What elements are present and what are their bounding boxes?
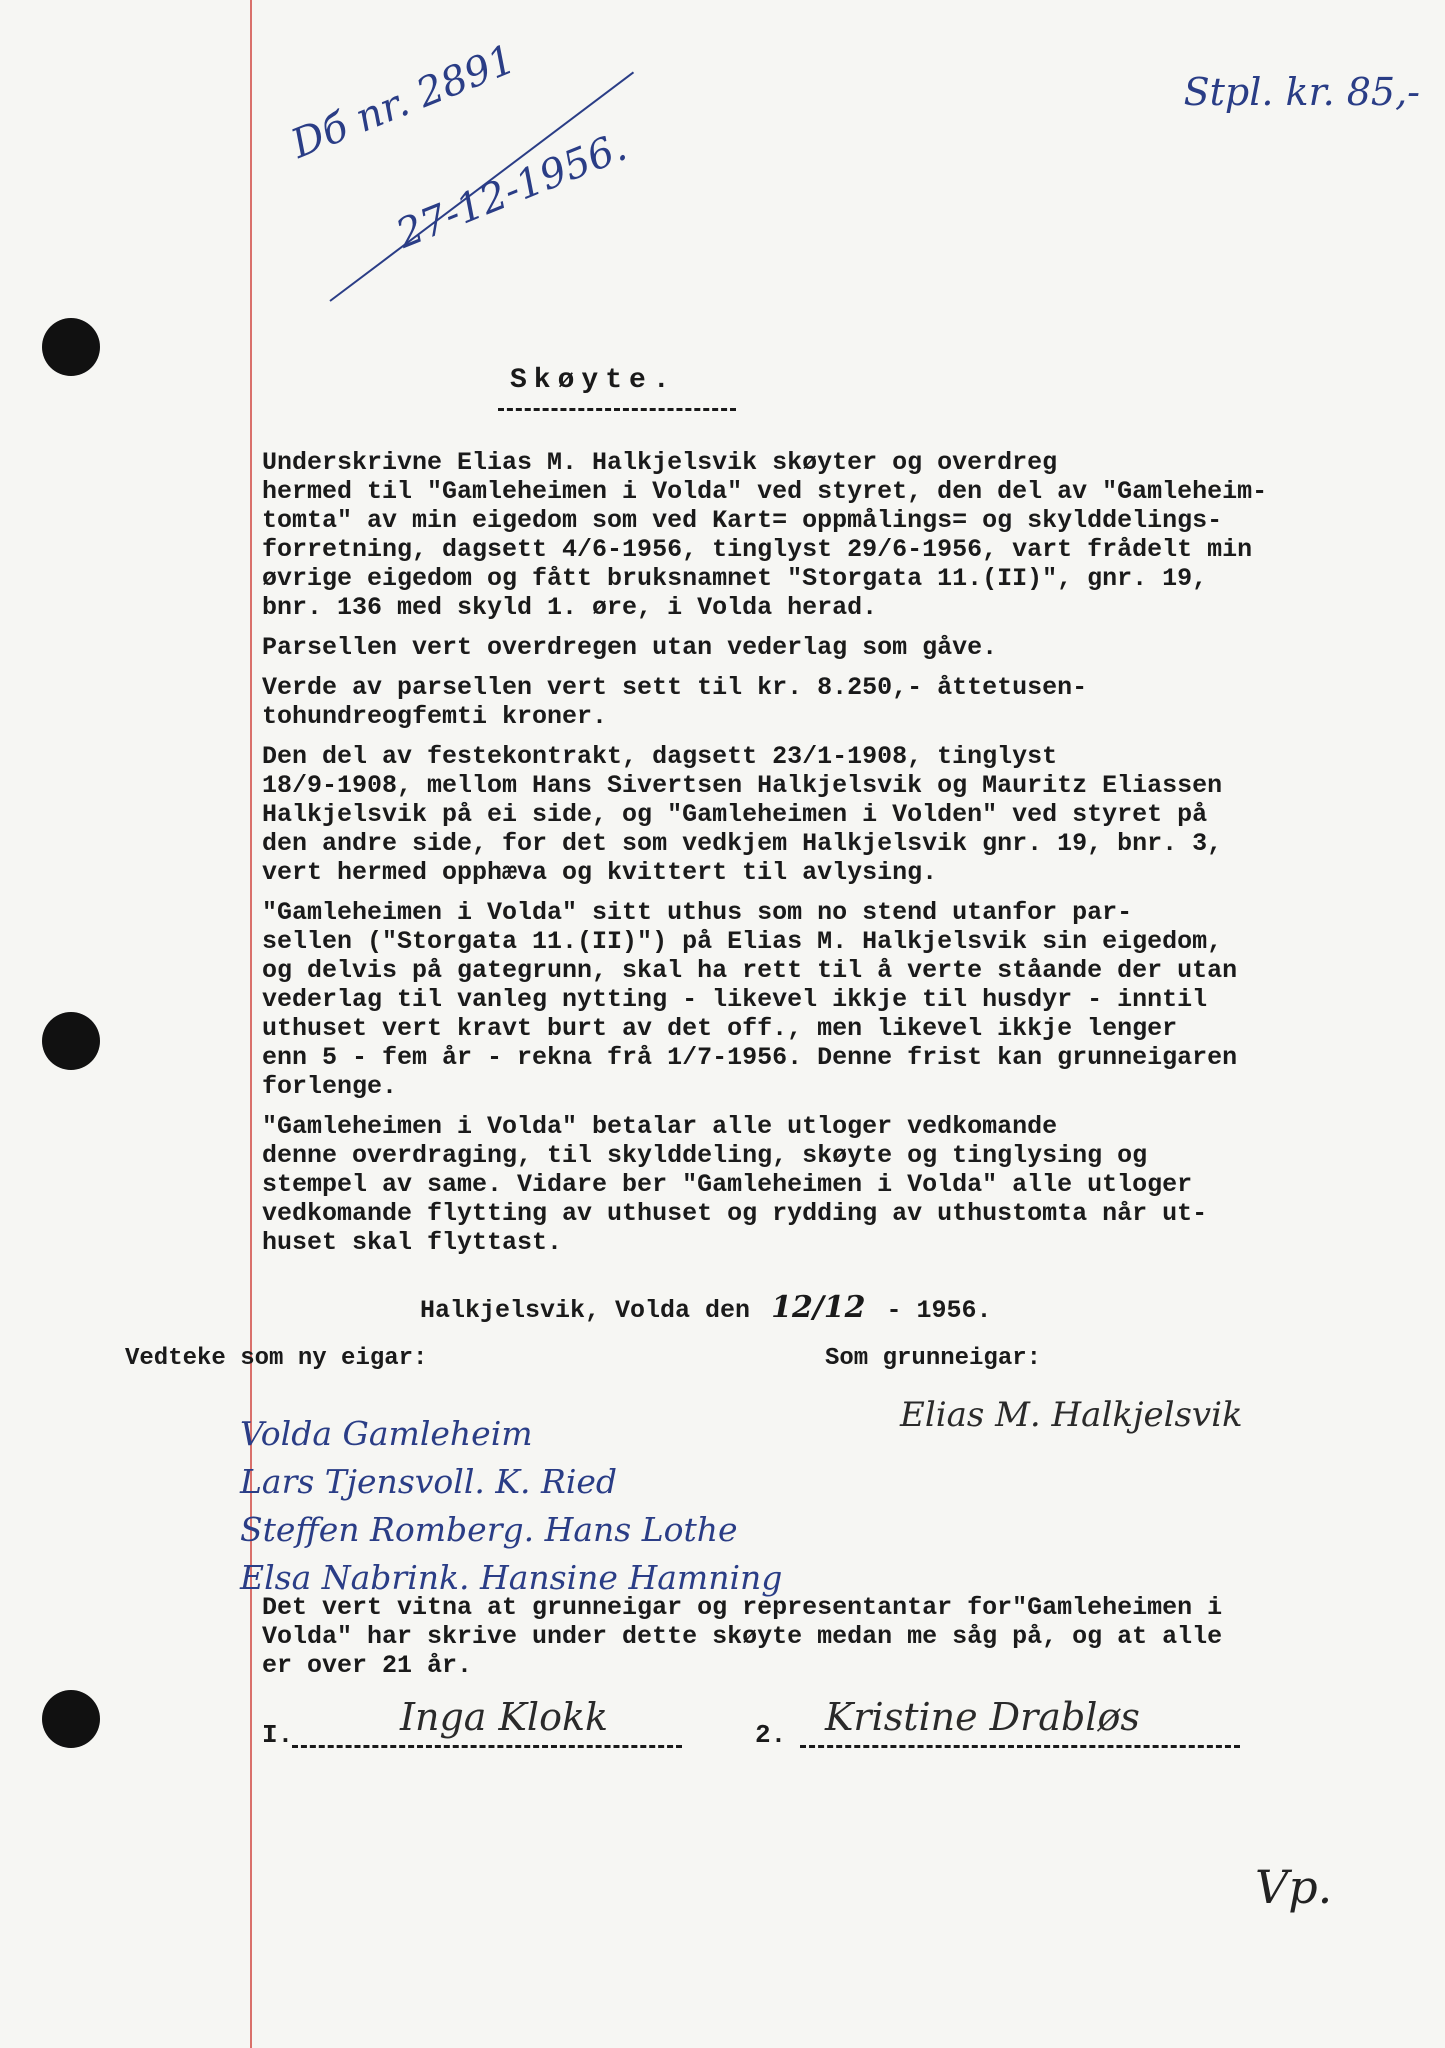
- paragraph-2: Parsellen vert overdregen utan vederlag som gåve.: [262, 633, 998, 662]
- witness-2-number: 2.: [755, 1720, 787, 1750]
- punch-hole-bottom: [42, 1690, 100, 1748]
- red-margin-line: [250, 0, 252, 2048]
- witness-1-number: I.: [262, 1720, 294, 1750]
- stamp-fee-note: Stpl. kr. 85,-: [1183, 70, 1420, 114]
- landowner-label: Som grunneigar:: [825, 1345, 1042, 1372]
- punch-hole-top: [42, 318, 100, 376]
- paragraph-6: "Gamleheimen i Volda" betalar alle utloger vedkomande denne overdraging, til skylddeling, skøyte og tinglysing og stempel av same. Vidare ber "Gamleheimen i Volda" alle utloger vedkomande flytting av uthuset og rydding av uthustomta når ut- huset skal flyttast.: [262, 1112, 1208, 1257]
- paragraph-1: Underskrivne Elias M. Halkjelsvik skøyter og overdreg hermed til "Gamleheimen i Volda" ved styret, den del av "Gamleheim- tomta" av min eigedom som ved Kart= oppmålings= og skylddelings- forretning, dagsett 4/6-1956, tinglyst 29/6-1956, vart frådelt min øvrige eigedom og fått bruksnamnet "Storgata 11.(II)", gnr. 19, bnr. 136 med skyld 1. øre, i Volda herad.: [262, 448, 1268, 622]
- witness-1-signature: Inga Klokk: [400, 1695, 609, 1739]
- witness-1-line: [292, 1745, 682, 1748]
- witness-statement: Det vert vitna at grunneigar og representantar for"Gamleheimen i Volda" har skrive under dette skøyte medan me såg på, og at alle er over 21 år.: [262, 1593, 1223, 1680]
- seller-signature: Elias M. Halkjelsvik: [900, 1395, 1243, 1435]
- punch-hole-middle: [42, 1012, 100, 1070]
- registration-number-note: Dб nr. 2891: [285, 36, 522, 168]
- clerk-initials: Vp.: [1255, 1860, 1333, 1914]
- title-underline: [498, 408, 736, 411]
- document-title: Skøyte.: [510, 365, 677, 396]
- handwritten-date: 12/12: [771, 1290, 866, 1325]
- year-text: - 1956.: [886, 1296, 992, 1325]
- board-signatures: Volda Gamleheim Lars Tjensvoll. K. Ried Steffen Romberg. Hans Lothe Elsa Nabrink. Hansine Hamning: [240, 1414, 783, 1597]
- paragraph-4: Den del av festekontrakt, dagsett 23/1-1908, tinglyst 18/9-1908, mellom Hans Sivertsen Halkjelsvik og Mauritz Eliassen Halkjelsvik på ei side, og "Gamleheimen i Volden" ved styret på den andre side, for det som vedkjem Halkjelsvik gnr. 19, bnr. 3, vert hermed opphæva og kvittert til avlysing.: [262, 742, 1223, 887]
- place-date-line: [420, 1290, 992, 1325]
- witness-2-line: [800, 1745, 1240, 1748]
- place-text: Halkjelsvik, Volda den: [420, 1296, 751, 1325]
- new-owner-label: Vedteke som ny eigar:: [125, 1345, 428, 1372]
- registration-date-note: 27-12-1956.: [390, 123, 633, 258]
- witness-2-signature: Kristine Drabløs: [825, 1695, 1140, 1739]
- document-body: [262, 448, 1372, 1268]
- paragraph-3: Verde av parsellen vert sett til kr. 8.250,- åttetusen- tohundreogfemti kroner.: [262, 673, 1088, 731]
- paragraph-5: "Gamleheimen i Volda" sitt uthus som no stend utanfor par- sellen ("Storgata 11.(II)") på Elias M. Halkjelsvik sin eigedom, og delvis på gategrunn, skal ha rett til å verte ståande der utan vederlag til vanleg nytting - likevel ikkje til husdyr - inntil uthuset vert kravt burt av det off., men likevel ikkje lenger enn 5 - fem år - rekna frå 1/7-1956. Denne frist kan grunneigaren forlenge.: [262, 898, 1238, 1101]
